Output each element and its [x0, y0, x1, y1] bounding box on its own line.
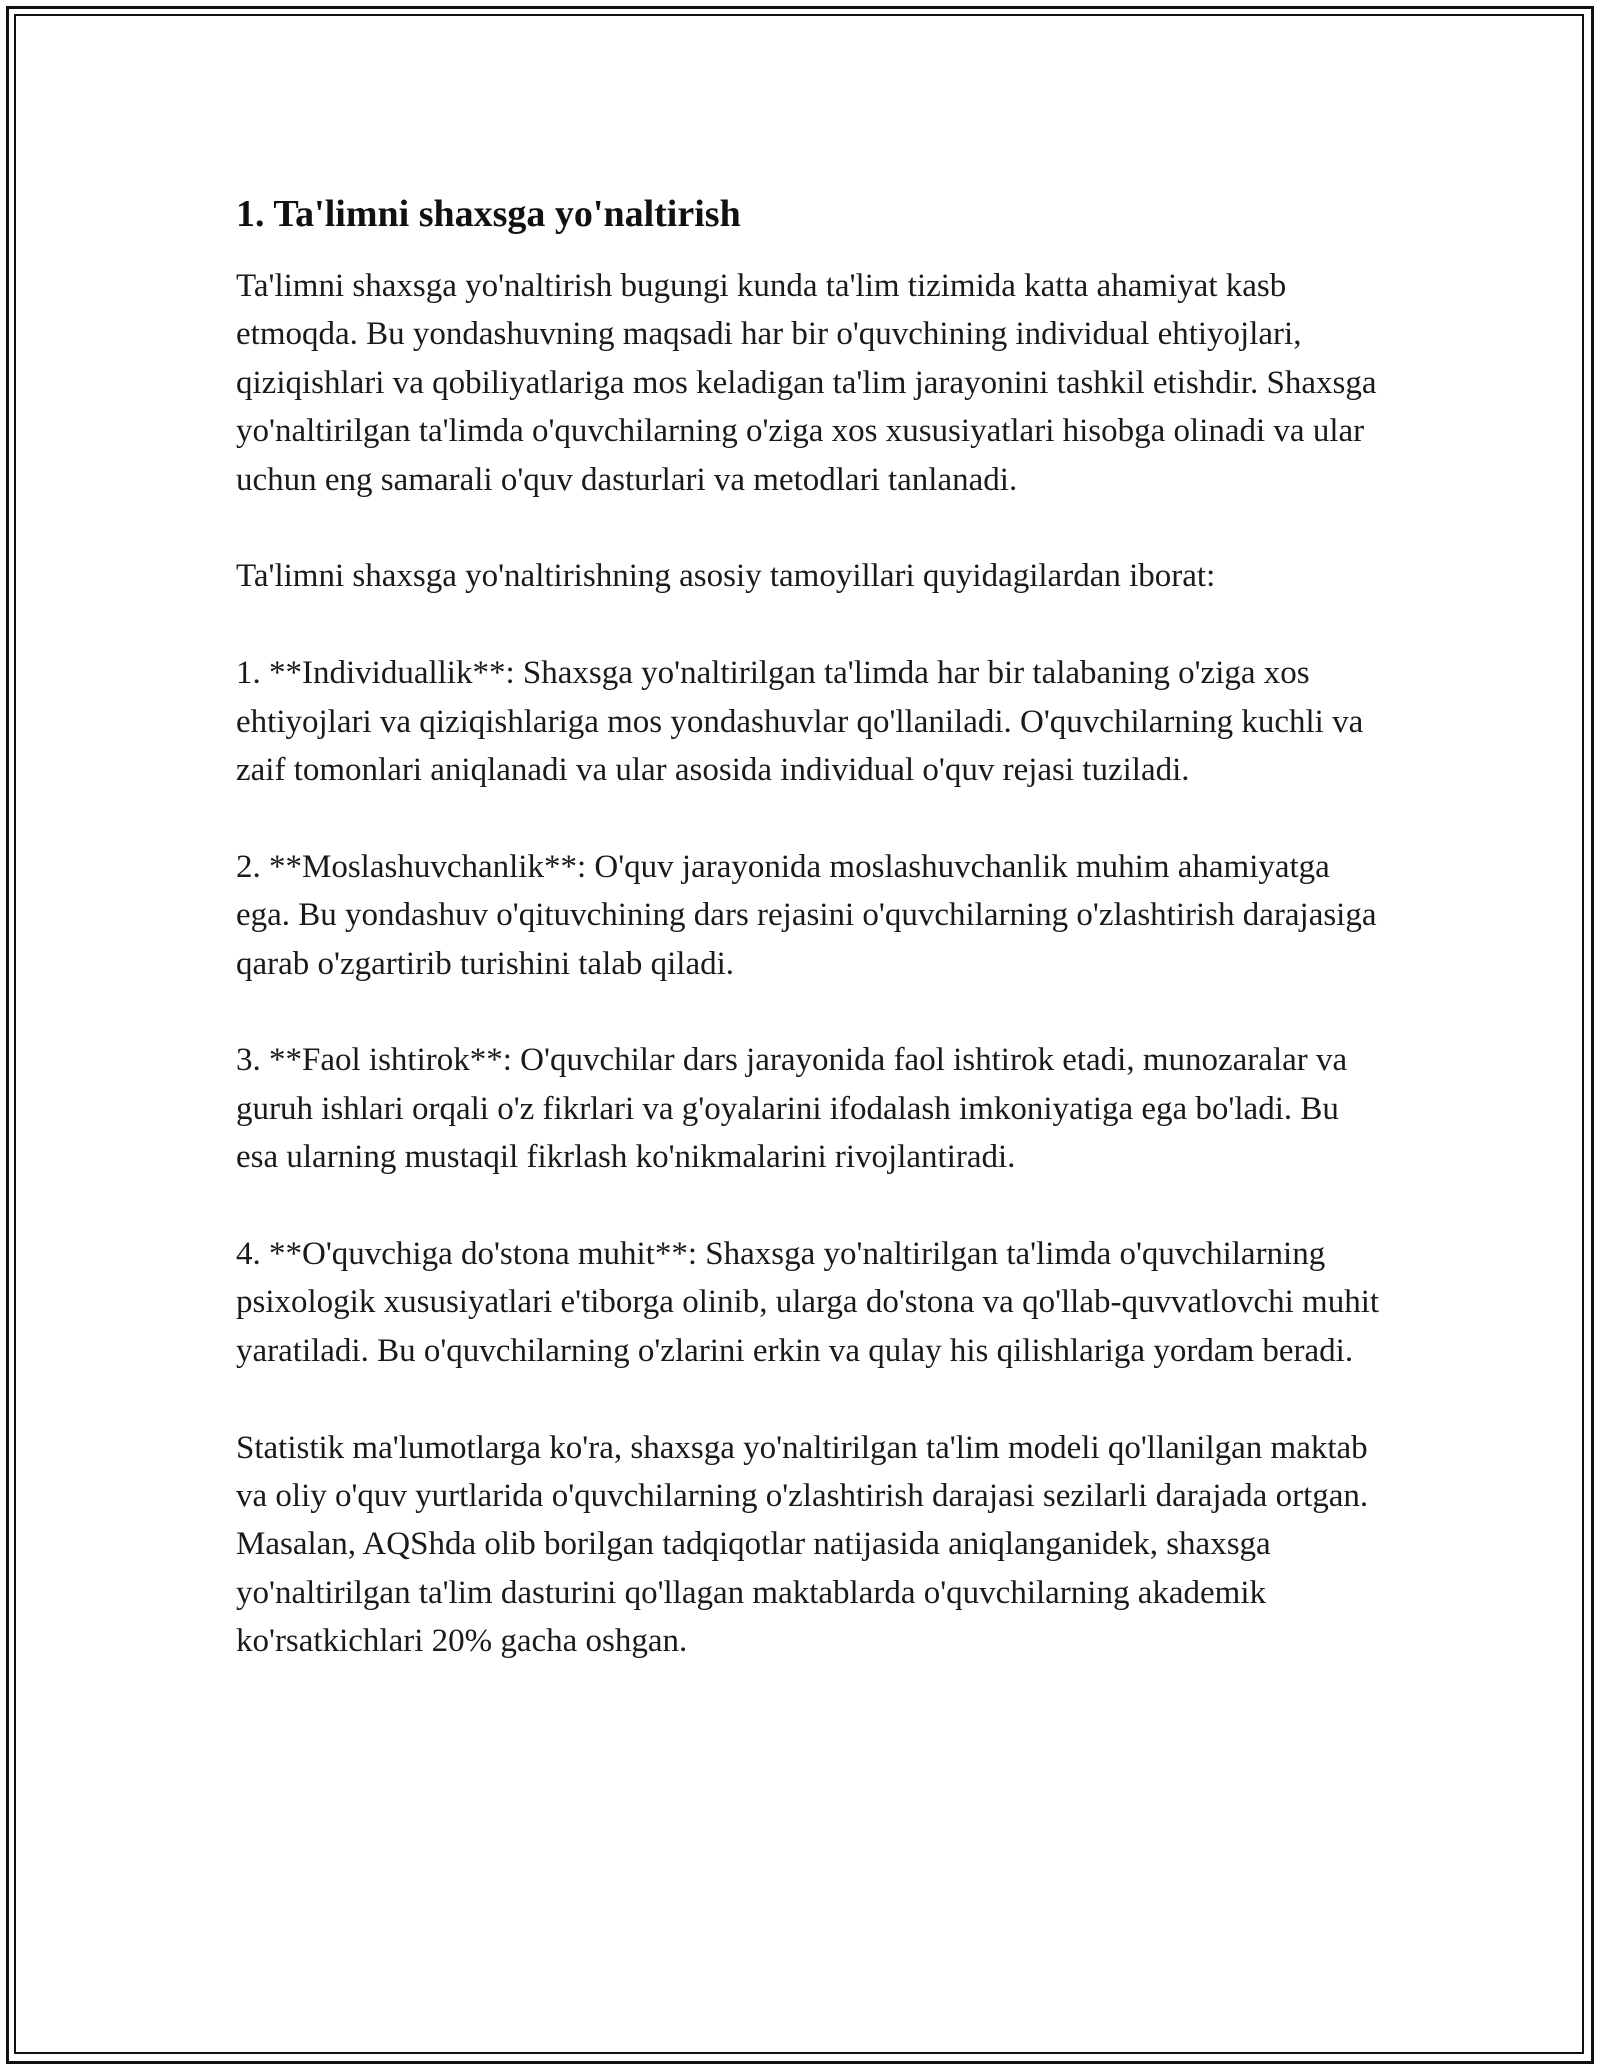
principle-active-participation: 3. **Faol ishtirok**: O'quvchilar dars jarayonida faol ishtirok etadi, munozaralar va guruh ishlari orqali o'z fikrlari va g'oyalarini ifodalash imkoniyatiga ega bo'ladi. Bu esa ularning mustaqil fikrlash ko'nikmalarini rivojlantiradi.	[236, 1042, 1348, 1176]
document-body	[236, 186, 1386, 1666]
principle-flexibility: 2. **Moslashuvchanlik**: O'quv jarayonida moslashuvchanlik muhim ahamiyatga ega. Bu yondashuv o'qituvchining dars rejasini o'quvchilarning o'zlashtirish darajasiga qarab o'zgartirib turishini talab qiladi.	[236, 848, 1377, 982]
principles-lead-paragraph: Ta'limni shaxsga yo'naltirishning asosiy tamoyillari quyidagilardan iborat:	[236, 558, 1216, 595]
section-heading: 1. Ta'limni shaxsga yo'naltirish	[236, 193, 741, 235]
intro-paragraph: Ta'limni shaxsga yo'naltirish bugungi kunda ta'lim tizimida katta ahamiyat kasb etmoqda. Bu yondashuvning maqsadi har bir o'quvchining individual ehtiyojlari, qiziqishlari va qobiliyatlariga mos keladigan ta'lim jarayonini tashkil etishdir. Shaxsga yo'naltirilgan ta'limda o'quvchilarning o'ziga xos xususiyatlari hisobga olinadi va ular uchun eng samarali o'quv dasturlari va metodlari tanlanadi.	[236, 268, 1377, 498]
principle-friendly-environment: 4. **O'quvchiga do'stona muhit**: Shaxsga yo'naltirilgan ta'limda o'quvchilarning psixologik xususiyatlari e'tiborga olinib, ularga do'stona va qo'llab-quvvatlovchi muhit yaratiladi. Bu o'quvchilarning o'zlarini erkin va qulay his qilishlariga yordam beradi.	[236, 1236, 1380, 1369]
principle-individuality: 1. **Individuallik**: Shaxsga yo'naltirilgan ta'limda har bir talabaning o'ziga xos ehtiyojlari va qiziqishlariga mos yondashuvlar qo'llaniladi. O'quvchilarning kuchli va zaif tomonlari aniqlanadi va ular asosida individual o'quv rejasi tuziladi.	[236, 655, 1364, 789]
statistics-paragraph: Statistik ma'lumotlarga ko'ra, shaxsga yo'naltirilgan ta'lim modeli qo'llanilgan maktab va oliy o'quv yurtlarida o'quvchilarning o'zlashtirish darajasi sezilarli darajada ortgan. Masalan, AQShda olib borilgan tadqiqotlar natijasida aniqlanganidek, shaxsga yo'naltirilgan ta'lim dasturini qo'llagan maktablarda o'quvchilarning akademik ko'rsatkichlari 20% gacha oshgan.	[236, 1429, 1369, 1660]
